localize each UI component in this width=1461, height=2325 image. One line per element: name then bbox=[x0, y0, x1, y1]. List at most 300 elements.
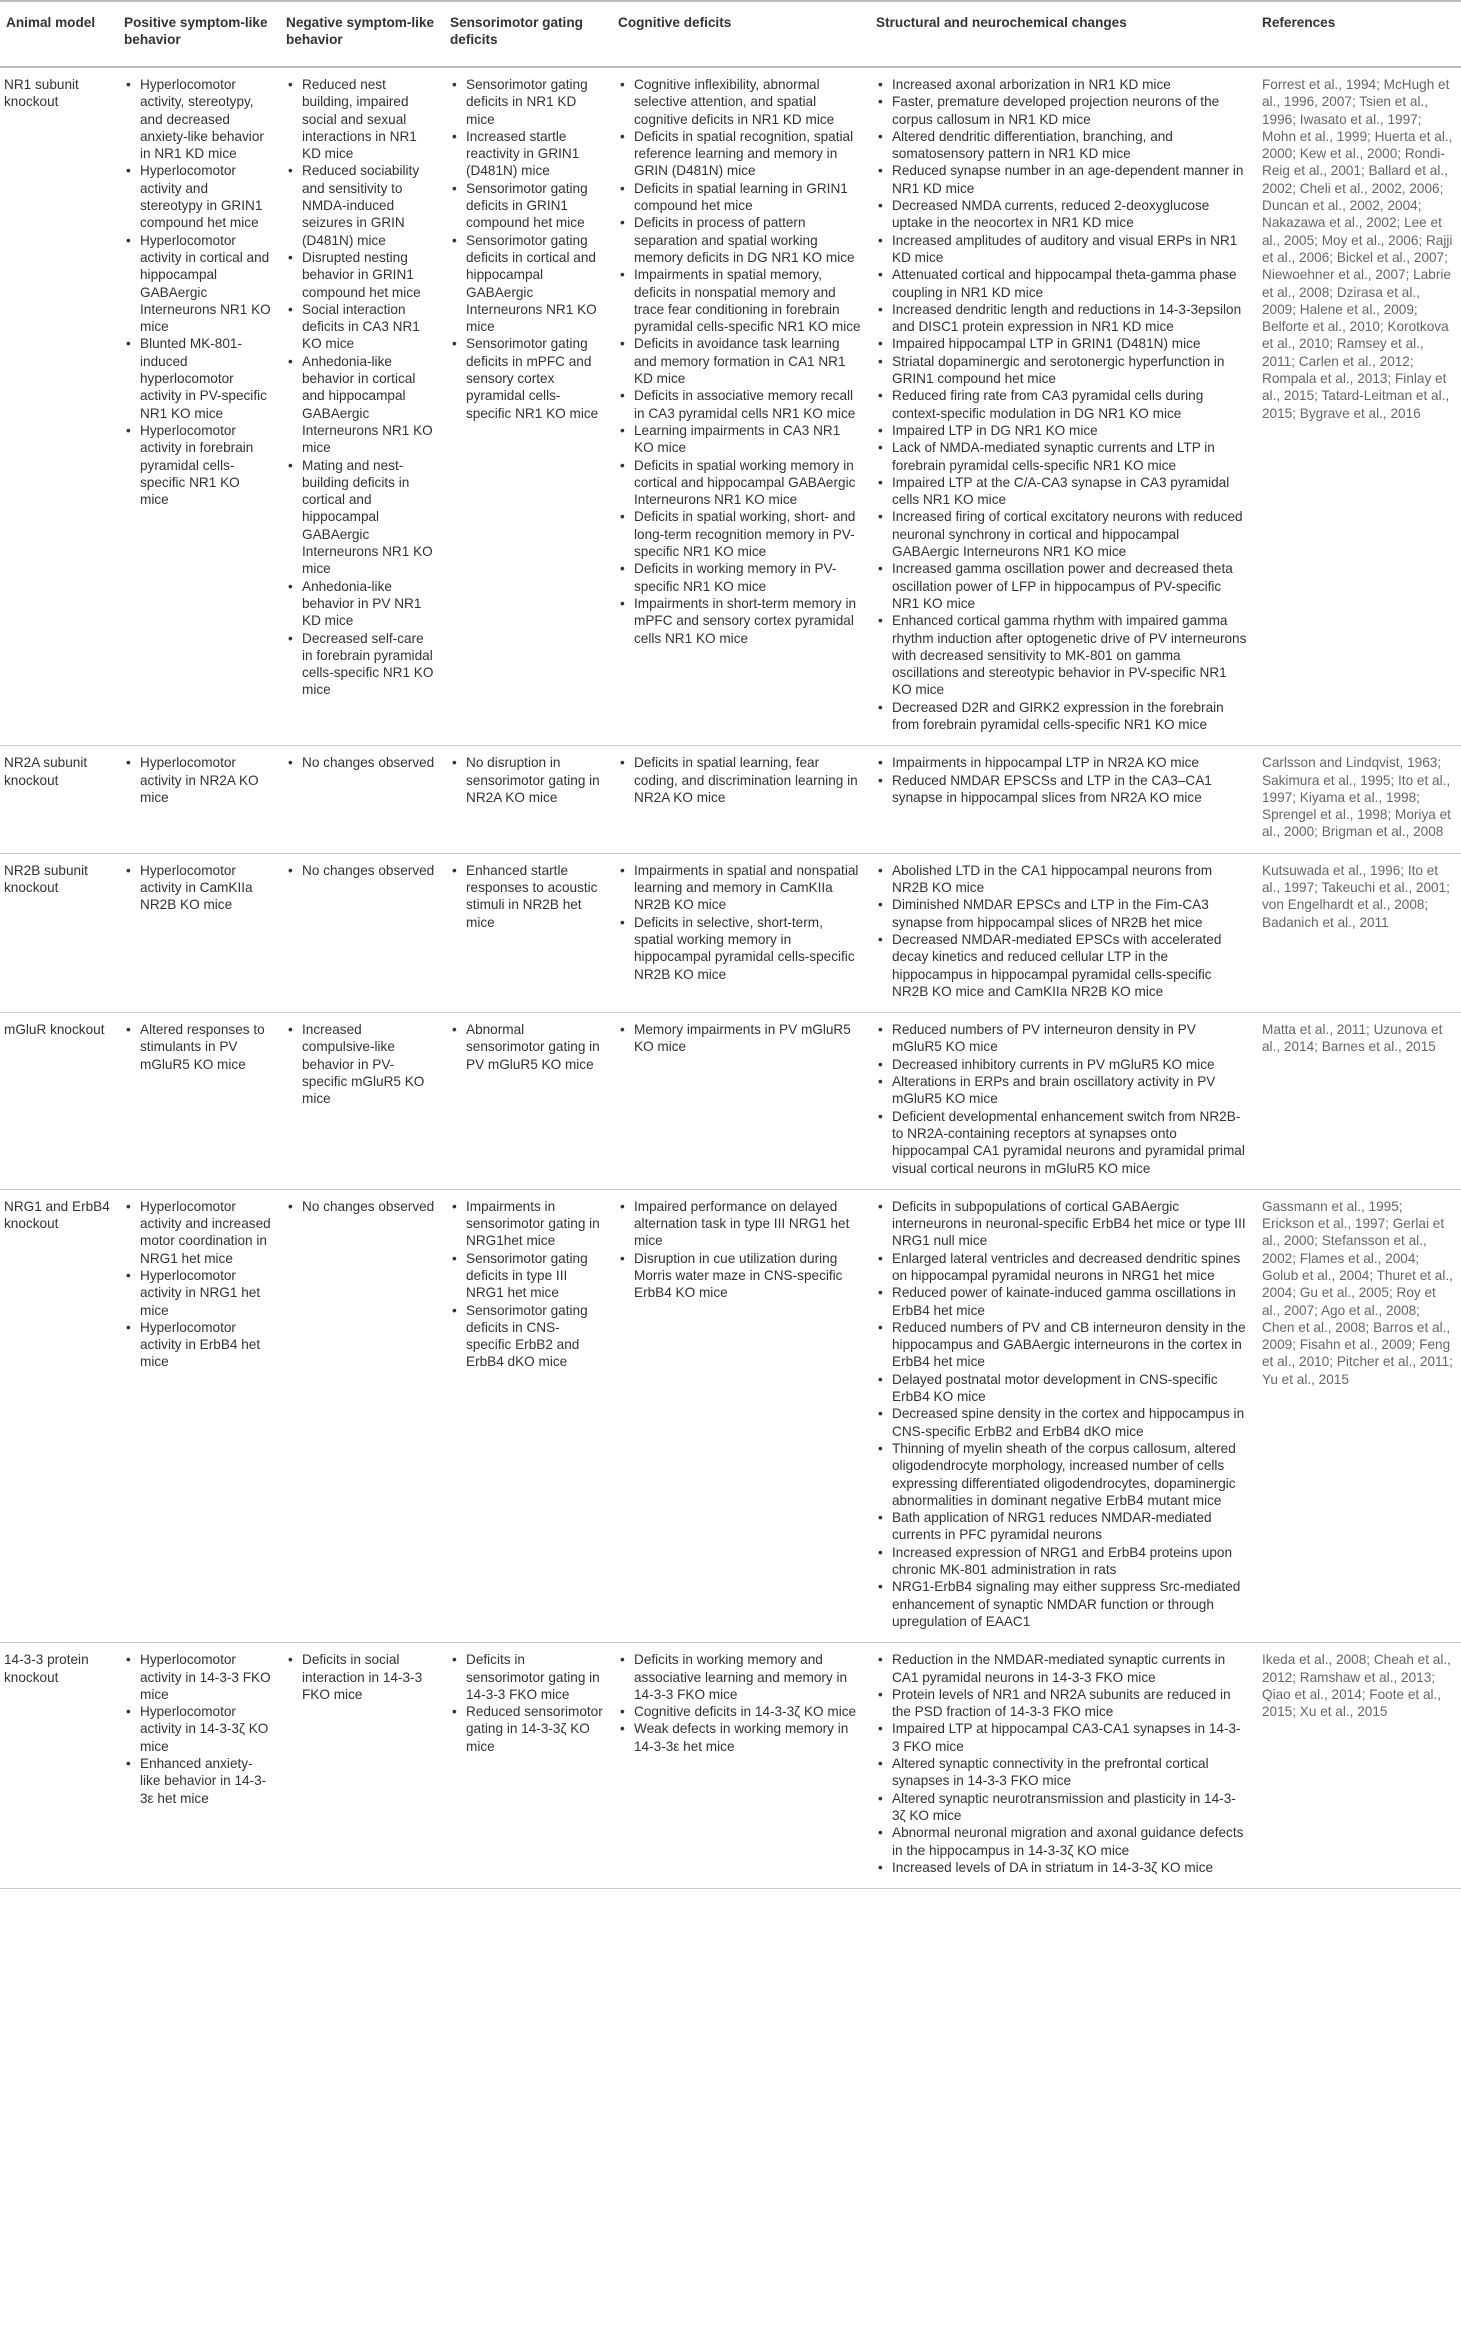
bullet-item bbox=[876, 1021, 1248, 1056]
bullet-text: Sensorimotor gating deficits in NR1 KD mice bbox=[466, 77, 588, 127]
bullet-text: Enhanced anxiety-like behavior in 14-3-3ε het mice bbox=[140, 1756, 267, 1806]
bullet-icon: • bbox=[878, 1198, 883, 1214]
cognitive-deficits-cell bbox=[612, 1189, 870, 1642]
header-animal-model: Animal model bbox=[0, 1, 118, 67]
bullet-item bbox=[876, 1651, 1248, 1686]
bullet-text: Altered dendritic differentiation, branching, and somatosensory pattern in NR1 KD mice bbox=[892, 128, 1173, 162]
bullet-icon: • bbox=[878, 1022, 883, 1038]
bullet-icon: • bbox=[288, 301, 293, 317]
bullet-item bbox=[876, 128, 1248, 163]
bullet-item bbox=[876, 474, 1248, 509]
cognitive-deficits-cell bbox=[612, 746, 870, 853]
bullet-icon: • bbox=[620, 595, 625, 611]
bullet-item bbox=[618, 128, 862, 180]
bullet-item bbox=[618, 1198, 862, 1250]
bullet-item bbox=[124, 1651, 272, 1703]
negative-symptom-cell bbox=[280, 1643, 444, 1889]
bullet-text: Hyperlocomotor activity in NRG1 het mice bbox=[140, 1268, 261, 1318]
references-cell: Ikeda et al., 2008; Cheah et al., 2012; Ramshaw et al., 2013; Qiao et al., 2014; Foote et al., 2015; Xu et al., 2015 bbox=[1256, 1643, 1461, 1889]
sensorimotor-gating-cell bbox=[444, 1189, 612, 1642]
bullet-text: Thinning of myelin sheath of the corpus callosum, altered oligodendrocyte morphology, increased number of cells expressing differentiated oligodendrocytes, dopaminergic abnormalities in dominant negative ErbB4 mutant mice bbox=[892, 1440, 1236, 1508]
bullet-item bbox=[618, 1651, 862, 1703]
bullet-icon: • bbox=[452, 1652, 457, 1668]
bullet-item bbox=[876, 560, 1248, 612]
bullet-icon: • bbox=[452, 77, 457, 92]
bullet-icon: • bbox=[878, 77, 883, 92]
bullet-text: Impairments in spatial and nonspatial learning and memory in CamKIIa NR2B KO mice bbox=[634, 862, 859, 913]
table-row bbox=[0, 853, 1461, 1012]
bullet-text: Anhedonia-like behavior in cortical and hippocampal GABAergic Interneurons NR1 KO mice bbox=[302, 353, 433, 456]
negative-symptom-cell bbox=[280, 67, 444, 746]
bullet-text: Abnormal sensorimotor gating in PV mGluR5 KO mice bbox=[466, 1022, 600, 1072]
bullet-item bbox=[876, 772, 1248, 807]
references-cell: Matta et al., 2011; Uzunova et al., 2014; Barnes et al., 2015 bbox=[1256, 1013, 1461, 1190]
bullet-item bbox=[124, 422, 272, 508]
bullet-icon: • bbox=[878, 440, 883, 456]
bullet-text: Weak defects in working memory in 14-3-3ε het mice bbox=[634, 1721, 849, 1754]
bullet-icon: • bbox=[620, 336, 625, 352]
bullet-item bbox=[876, 1720, 1248, 1755]
bullet-text: Impaired LTP at hippocampal CA3-CA1 synapses in 14-3-3 FKO mice bbox=[892, 1721, 1241, 1754]
bullet-icon: • bbox=[620, 215, 625, 231]
bullet-item bbox=[618, 560, 862, 595]
bullet-item bbox=[450, 1021, 604, 1073]
bullet-icon: • bbox=[878, 1371, 883, 1387]
bullet-text: Deficits in spatial learning, fear coding, and discrimination learning in NR2A KO mice bbox=[634, 755, 858, 805]
bullet-item bbox=[124, 1198, 272, 1267]
bullet-item bbox=[124, 162, 272, 231]
table-row bbox=[0, 1013, 1461, 1190]
bullet-text: Increased startle reactivity in GRIN1 (D481N) mice bbox=[466, 128, 580, 179]
bullet-item bbox=[876, 93, 1248, 128]
bullet-icon: • bbox=[288, 249, 293, 265]
bullet-text: Memory impairments in PV mGluR5 KO mice bbox=[634, 1022, 851, 1055]
bullet-item bbox=[618, 1720, 862, 1755]
bullet-text: Enhanced startle responses to acoustic stimuli in NR2B het mice bbox=[466, 862, 598, 930]
bullet-icon: • bbox=[878, 1074, 883, 1090]
bullet-text: Deficits in associative memory recall in CA3 pyramidal cells NR1 KO mice bbox=[634, 388, 856, 421]
bullet-list bbox=[450, 1021, 604, 1073]
bullet-icon: • bbox=[620, 914, 625, 930]
bullet-item bbox=[876, 896, 1248, 931]
bullet-icon: • bbox=[288, 1022, 293, 1038]
bullet-item bbox=[876, 1440, 1248, 1509]
bullet-text: Deficits in sensorimotor gating in 14-3-3 FKO mice bbox=[466, 1652, 600, 1702]
references-cell: Gassmann et al., 1995; Erickson et al., 1997; Gerlai et al., 2000; Stefansson et al., 2002; Flames et al., 2004; Golub et al., 2004; Thuret et al., 2004; Gu et al., 2005; Roy et al., 2007; Ago et al., 2008; Chen et al., 2008; Barros et al., 2009; Fisahn et al., 2009; Feng et al., 2010; Pitcher et al., 2011; Yu et al., 2015 bbox=[1256, 1189, 1461, 1642]
bullet-item bbox=[876, 422, 1248, 439]
bullet-icon: • bbox=[126, 862, 131, 878]
animal-model-cell: NR2B subunit knockout bbox=[0, 853, 118, 1012]
bullet-list bbox=[124, 1198, 272, 1371]
sensorimotor-gating-cell bbox=[444, 1013, 612, 1190]
bullet-item bbox=[450, 1651, 604, 1703]
bullet-icon: • bbox=[878, 128, 883, 144]
bullet-icon: • bbox=[878, 1056, 883, 1072]
bullet-list bbox=[286, 862, 436, 879]
header-positive: Positive symptom-like behavior bbox=[118, 1, 280, 67]
bullet-text: Sensorimotor gating deficits in mPFC and sensory cortex pyramidal cells-specific NR1 KO mice bbox=[466, 336, 599, 421]
bullet-icon: • bbox=[126, 1704, 131, 1720]
bullet-icon: • bbox=[126, 232, 131, 248]
bullet-item bbox=[124, 76, 272, 162]
header-cognitive: Cognitive deficits bbox=[612, 1, 870, 67]
bullet-text: Enhanced cortical gamma rhythm with impaired gamma rhythm induction after optogenetic drive of PV interneurons with decreased sensitivity to MK-801 on gamma oscillations and stereotypic behavior in PV-specific NR1 KO mice bbox=[892, 613, 1247, 698]
bullet-icon: • bbox=[878, 267, 883, 283]
bullet-text: Disrupted nesting behavior in GRIN1 compound het mice bbox=[302, 249, 421, 300]
bullet-icon: • bbox=[288, 862, 293, 878]
bullet-icon: • bbox=[452, 128, 457, 144]
bullet-item bbox=[618, 508, 862, 560]
bullet-item bbox=[876, 754, 1248, 771]
bullet-item bbox=[876, 1371, 1248, 1406]
bullet-icon: • bbox=[878, 699, 883, 715]
bullet-item bbox=[450, 1198, 604, 1250]
bullet-item bbox=[450, 128, 604, 180]
bullet-item bbox=[124, 232, 272, 336]
bullet-item bbox=[450, 1250, 604, 1302]
bullet-text: Increased gamma oscillation power and decreased theta oscillation power of LFP in hippocampus of PV-specific NR1 KO mice bbox=[892, 561, 1233, 611]
bullet-list bbox=[286, 1198, 436, 1215]
bullet-text: Deficits in working memory and associative learning and memory in 14-3-3 FKO mice bbox=[634, 1652, 848, 1702]
bullet-item bbox=[876, 1250, 1248, 1285]
bullet-text: No changes observed bbox=[302, 1198, 435, 1214]
bullet-icon: • bbox=[878, 388, 883, 404]
bullet-text: Increased compulsive-like behavior in PV-specific mGluR5 KO mice bbox=[302, 1022, 425, 1107]
bullet-icon: • bbox=[620, 561, 625, 577]
animal-model-cell: 14-3-3 protein knockout bbox=[0, 1643, 118, 1889]
bullet-text: No disruption in sensorimotor gating in NR2A KO mice bbox=[466, 755, 600, 805]
bullet-text: Disruption in cue utilization during Morris water maze in CNS-specific ErbB4 KO mice bbox=[634, 1250, 843, 1301]
bullet-item bbox=[876, 1755, 1248, 1790]
bullet-text: Sensorimotor gating deficits in GRIN1 compound het mice bbox=[466, 180, 588, 231]
bullet-item bbox=[876, 1108, 1248, 1177]
bullet-item bbox=[876, 1790, 1248, 1825]
bullet-icon: • bbox=[288, 163, 293, 179]
bullet-icon: • bbox=[878, 561, 883, 577]
bullet-text: Impairments in short-term memory in mPFC and sensory cortex pyramidal cells NR1 KO mice bbox=[634, 595, 857, 646]
bullet-icon: • bbox=[452, 1022, 457, 1038]
structural-changes-cell bbox=[870, 746, 1256, 853]
bullet-item bbox=[124, 1319, 272, 1371]
bullet-text: Blunted MK-801-induced hyperlocomotor activity in PV-specific NR1 KO mice bbox=[140, 336, 267, 421]
bullet-text: Impaired performance on delayed alternation task in type III NRG1 het mice bbox=[634, 1198, 850, 1249]
bullet-item bbox=[618, 754, 862, 806]
animal-model-cell: mGluR knockout bbox=[0, 1013, 118, 1190]
header-gating: Sensorimotor gating deficits bbox=[444, 1, 612, 67]
bullet-icon: • bbox=[878, 1790, 883, 1806]
bullet-text: Abolished LTD in the CA1 hippocampal neurons from NR2B KO mice bbox=[892, 862, 1213, 896]
bullet-text: Deficits in avoidance task learning and memory formation in CA1 NR1 KD mice bbox=[634, 336, 846, 387]
bullet-icon: • bbox=[288, 457, 293, 473]
bullet-icon: • bbox=[620, 422, 625, 438]
bullet-item bbox=[450, 862, 604, 931]
bullet-item bbox=[876, 76, 1248, 93]
bullet-icon: • bbox=[878, 1825, 883, 1841]
bullet-icon: • bbox=[288, 630, 293, 646]
bullet-icon: • bbox=[878, 509, 883, 525]
bullet-text: Increased amplitudes of auditory and visual ERPs in NR1 KD mice bbox=[892, 232, 1238, 265]
bullet-text: Reduced numbers of PV interneuron density in PV mGluR5 KO mice bbox=[892, 1022, 1196, 1055]
bullet-icon: • bbox=[878, 1544, 883, 1560]
bullet-icon: • bbox=[878, 613, 883, 629]
bullet-icon: • bbox=[126, 1268, 131, 1283]
bullet-item bbox=[876, 266, 1248, 301]
bullet-text: Deficits in subpopulations of cortical GABAergic interneurons in neuronal-specific ErbB4 het mice or type III NRG1 null mice bbox=[892, 1198, 1246, 1249]
bullet-text: Increased levels of DA in striatum in 14-3-3ζ KO mice bbox=[892, 1859, 1214, 1875]
bullet-item bbox=[876, 1284, 1248, 1319]
bullet-item bbox=[618, 214, 862, 266]
bullet-item bbox=[450, 754, 604, 806]
bullet-icon: • bbox=[126, 336, 131, 352]
bullet-text: Sensorimotor gating deficits in CNS-specific ErbB2 and ErbB4 dKO mice bbox=[466, 1302, 588, 1370]
bullet-icon: • bbox=[878, 1108, 883, 1124]
bullet-icon: • bbox=[878, 1285, 883, 1301]
bullet-icon: • bbox=[878, 301, 883, 317]
bullet-icon: • bbox=[620, 77, 625, 92]
bullet-icon: • bbox=[878, 1721, 883, 1737]
references-cell: Forrest et al., 1994; McHugh et al., 1996, 2007; Tsien et al., 1996; Iwasato et al., 1997; Mohn et al., 1999; Huerta et al., 2000; Kew et al., 2000; Rondi-Reig et al., 2001; Ballard et al., 2002; Cheli et al., 2002, 2006; Duncan et al., 2002, 2004; Nakazawa et al., 2002; Lee et al., 2005; Moy et al., 2006; Rajji et al., 2006; Bickel et al., 2007; Niewoehner et al., 2007; Labrie et al., 2008; Dzirasa et al., 2009; Halene et al., 2009; Belforte et al., 2010; Korotkova et al., 2010; Ramsey et al., 2011; Carlen et al., 2012; Rompala et al., 2013; Finlay et al., 2015; Tatard-Leitman et al., 2015; Bygrave et al., 2016 bbox=[1256, 67, 1461, 746]
table-body bbox=[0, 67, 1461, 1889]
bullet-item bbox=[876, 1824, 1248, 1859]
cognitive-deficits-cell bbox=[612, 853, 870, 1012]
sensorimotor-gating-cell bbox=[444, 853, 612, 1012]
bullet-list bbox=[124, 1021, 272, 1073]
bullet-text: Reduced numbers of PV and CB interneuron density in the hippocampus and GABAergic interneurons in the cortex in ErbB4 het mice bbox=[892, 1319, 1246, 1370]
bullet-item bbox=[124, 754, 272, 806]
bullet-icon: • bbox=[878, 931, 883, 947]
bullet-icon: • bbox=[878, 755, 883, 771]
bullet-item bbox=[876, 1544, 1248, 1579]
bullet-item bbox=[618, 862, 862, 914]
bullet-text: Faster, premature developed projection neurons of the corpus callosum in NR1 KD mice bbox=[892, 94, 1220, 127]
bullet-icon: • bbox=[878, 353, 883, 369]
bullet-icon: • bbox=[126, 1652, 131, 1668]
bullet-icon: • bbox=[288, 755, 293, 771]
bullet-text: Hyperlocomotor activity in cortical and hippocampal GABAergic Interneurons NR1 KO mice bbox=[140, 232, 271, 335]
bullet-text: Anhedonia-like behavior in PV NR1 KD mice bbox=[302, 578, 422, 629]
bullet-icon: • bbox=[620, 862, 625, 878]
bullet-text: Cognitive inflexibility, abnormal selective attention, and spatial cognitive deficits in NR1 KD mice bbox=[634, 77, 835, 127]
bullet-text: Deficits in selective, short-term, spatial working memory in hippocampal pyramidal cells-specific NR2B KO mice bbox=[634, 914, 855, 982]
bullet-list bbox=[876, 1198, 1248, 1630]
bullet-list bbox=[876, 1651, 1248, 1876]
bullet-text: Impaired hippocampal LTP in GRIN1 (D481N) mice bbox=[892, 336, 1201, 352]
bullet-icon: • bbox=[878, 232, 883, 248]
references-cell: Kutsuwada et al., 1996; Ito et al., 1997; Takeuchi et al., 2001; von Engelhardt et al., 2008; Badanich et al., 2011 bbox=[1256, 853, 1461, 1012]
bullet-icon: • bbox=[878, 1859, 883, 1875]
table-row bbox=[0, 1643, 1461, 1889]
bullet-item bbox=[876, 612, 1248, 698]
bullet-icon: • bbox=[288, 1652, 293, 1668]
bullet-icon: • bbox=[878, 474, 883, 490]
bullet-item bbox=[876, 162, 1248, 197]
bullet-icon: • bbox=[620, 509, 625, 525]
bullet-text: Abnormal neuronal migration and axonal guidance defects in the hippocampus in 14-3-3ζ KO mice bbox=[892, 1825, 1244, 1858]
bullet-text: Hyperlocomotor activity and stereotypy in GRIN1 compound het mice bbox=[140, 163, 263, 231]
bullet-item bbox=[876, 1198, 1248, 1250]
bullet-text: Reduced sociability and sensitivity to NMDA-induced seizures in GRIN (D481N) mice bbox=[302, 163, 420, 248]
bullet-list bbox=[450, 76, 604, 422]
bullet-item bbox=[618, 266, 862, 335]
bullet-item bbox=[618, 1250, 862, 1302]
bullet-item bbox=[618, 914, 862, 983]
bullet-icon: • bbox=[452, 1250, 457, 1266]
negative-symptom-cell bbox=[280, 746, 444, 853]
bullet-list bbox=[124, 862, 272, 914]
bullet-icon: • bbox=[452, 862, 457, 878]
bullet-icon: • bbox=[126, 1022, 131, 1038]
bullet-text: Impairments in hippocampal LTP in NR2A KO mice bbox=[892, 755, 1199, 771]
bullet-icon: • bbox=[452, 1302, 457, 1318]
negative-symptom-cell bbox=[280, 853, 444, 1012]
bullet-icon: • bbox=[878, 862, 883, 878]
bullet-list bbox=[450, 754, 604, 806]
bullet-text: Hyperlocomotor activity in NR2A KO mice bbox=[140, 755, 259, 805]
bullet-text: Altered synaptic connectivity in the prefrontal cortical synapses in 14-3-3 FKO mice bbox=[892, 1756, 1209, 1789]
bullet-list bbox=[286, 1021, 436, 1107]
bullet-icon: • bbox=[878, 1406, 883, 1422]
bullet-icon: • bbox=[878, 772, 883, 788]
bullet-text: Reduced sensorimotor gating in 14-3-3ζ KO mice bbox=[466, 1704, 603, 1754]
bullet-list bbox=[876, 862, 1248, 1000]
bullet-item bbox=[124, 862, 272, 914]
bullet-item bbox=[618, 180, 862, 215]
bullet-item bbox=[286, 862, 436, 879]
table-row bbox=[0, 67, 1461, 746]
bullet-icon: • bbox=[126, 1319, 131, 1335]
bullet-text: Social interaction deficits in CA3 NR1 KO mice bbox=[302, 301, 420, 352]
bullet-icon: • bbox=[288, 353, 293, 369]
bullet-icon: • bbox=[620, 1652, 625, 1668]
bullet-text: Reduced synapse number in an age-dependent manner in NR1 KD mice bbox=[892, 163, 1244, 196]
bullet-item bbox=[876, 699, 1248, 734]
bullet-item bbox=[876, 387, 1248, 422]
bullet-list bbox=[876, 76, 1248, 733]
bullet-item bbox=[876, 1405, 1248, 1440]
bullet-icon: • bbox=[126, 163, 131, 179]
bullet-icon: • bbox=[878, 897, 883, 913]
bullet-icon: • bbox=[878, 1686, 883, 1702]
bullet-item bbox=[618, 1021, 862, 1056]
bullet-item bbox=[450, 335, 604, 421]
bullet-icon: • bbox=[620, 1198, 625, 1214]
bullet-item bbox=[876, 1056, 1248, 1073]
bullet-icon: • bbox=[126, 755, 131, 771]
bullet-item bbox=[450, 232, 604, 336]
negative-symptom-cell bbox=[280, 1189, 444, 1642]
structural-changes-cell bbox=[870, 1643, 1256, 1889]
bullet-item bbox=[876, 197, 1248, 232]
bullet-icon: • bbox=[878, 198, 883, 214]
animal-model-cell: NR1 subunit knockout bbox=[0, 67, 118, 746]
bullet-icon: • bbox=[878, 1756, 883, 1772]
bullet-text: Deficient developmental enhancement switch from NR2B- to NR2A-containing receptors at synapses onto hippocampal CA1 pyramidal neurons and pyramidal primal visual cortical neurons in mGluR5 KO mice bbox=[892, 1108, 1245, 1176]
bullet-text: Attenuated cortical and hippocampal theta-gamma phase coupling in NR1 KD mice bbox=[892, 267, 1237, 300]
bullet-text: Hyperlocomotor activity in forebrain pyramidal cells-specific NR1 KO mice bbox=[140, 422, 254, 508]
bullet-item bbox=[618, 1703, 862, 1720]
bullet-item bbox=[124, 1267, 272, 1319]
bullet-icon: • bbox=[452, 1198, 457, 1214]
bullet-text: Reduced NMDAR EPSCSs and LTP in the CA3–CA1 synapse in hippocampal slices from NR2A KO mice bbox=[892, 772, 1212, 805]
bullet-text: Increased firing of cortical excitatory neurons with reduced neuronal synchrony in cortical and hippocampal GABAergic Interneurons NR1 KO mice bbox=[892, 509, 1243, 560]
bullet-text: Decreased spine density in the cortex and hippocampus in CNS-specific ErbB2 and ErbB4 dKO mice bbox=[892, 1406, 1245, 1439]
bullet-icon: • bbox=[878, 1579, 883, 1595]
bullet-item bbox=[286, 353, 436, 457]
bullet-icon: • bbox=[620, 457, 625, 473]
bullet-item bbox=[876, 508, 1248, 560]
bullet-list bbox=[124, 76, 272, 508]
bullet-text: Hyperlocomotor activity in CamKIIa NR2B KO mice bbox=[140, 862, 253, 913]
bullet-item bbox=[124, 335, 272, 421]
bullet-text: NRG1-ErbB4 signaling may either suppress Src-mediated enhancement of synaptic NMDAR function or through upregulation of EAAC1 bbox=[892, 1579, 1241, 1629]
bullet-icon: • bbox=[620, 388, 625, 404]
sensorimotor-gating-cell bbox=[444, 746, 612, 853]
bullet-item bbox=[618, 595, 862, 647]
header-negative: Negative symptom-like behavior bbox=[280, 1, 444, 67]
bullet-item bbox=[450, 76, 604, 128]
bullet-item bbox=[618, 387, 862, 422]
positive-symptom-cell bbox=[118, 853, 280, 1012]
bullet-list bbox=[618, 1651, 862, 1755]
bullet-item bbox=[618, 457, 862, 509]
bullet-item bbox=[286, 1198, 436, 1215]
bullet-text: Decreased self-care in forebrain pyramidal cells-specific NR1 KO mice bbox=[302, 630, 434, 698]
table-row bbox=[0, 1189, 1461, 1642]
bullet-icon: • bbox=[620, 1721, 625, 1737]
bullet-list bbox=[618, 1198, 862, 1302]
bullet-text: Decreased D2R and GIRK2 expression in the forebrain from forebrain pyramidal cells-specific NR1 KO mice bbox=[892, 699, 1224, 732]
bullet-item bbox=[876, 931, 1248, 1000]
bullet-text: Bath application of NRG1 reduces NMDAR-mediated currents in PFC pyramidal neurons bbox=[892, 1510, 1212, 1543]
bullet-item bbox=[286, 76, 436, 162]
bullet-item bbox=[876, 1859, 1248, 1876]
header-row bbox=[0, 1, 1461, 67]
bullet-icon: • bbox=[878, 336, 883, 352]
bullet-icon: • bbox=[126, 77, 131, 92]
bullet-text: Reduced power of kainate-induced gamma oscillations in ErbB4 het mice bbox=[892, 1285, 1236, 1318]
bullet-text: Altered synaptic neurotransmission and plasticity in 14-3-3ζ KO mice bbox=[892, 1790, 1236, 1823]
structural-changes-cell bbox=[870, 1013, 1256, 1190]
bullet-list bbox=[618, 754, 862, 806]
bullet-icon: • bbox=[452, 180, 457, 196]
bullet-icon: • bbox=[878, 163, 883, 179]
bullet-text: Protein levels of NR1 and NR2A subunits are reduced in the PSD fraction of 14-3-3 FKO mice bbox=[892, 1686, 1231, 1720]
bullet-icon: • bbox=[878, 94, 883, 110]
bullet-item bbox=[876, 439, 1248, 474]
cognitive-deficits-cell bbox=[612, 1643, 870, 1889]
bullet-icon: • bbox=[878, 1440, 883, 1456]
bullet-item bbox=[286, 754, 436, 771]
bullet-icon: • bbox=[620, 1250, 625, 1266]
bullet-list bbox=[124, 754, 272, 806]
bullet-icon: • bbox=[878, 1250, 883, 1266]
bullet-icon: • bbox=[620, 1022, 625, 1038]
bullet-item bbox=[286, 301, 436, 353]
bullet-text: Decreased NMDA currents, reduced 2-deoxyglucose uptake in the neocortex in NR1 KD mice bbox=[892, 198, 1210, 231]
bullet-text: Impairments in sensorimotor gating in NRG1het mice bbox=[466, 1198, 600, 1249]
bullet-icon: • bbox=[620, 755, 625, 771]
bullet-item bbox=[618, 422, 862, 457]
bullet-item bbox=[618, 76, 862, 128]
bullet-text: Deficits in process of pattern separation and spatial working memory deficits in DG NR1 KO mice bbox=[634, 215, 855, 265]
bullet-item bbox=[286, 630, 436, 699]
bullet-text: Striatal dopaminergic and serotonergic hyperfunction in GRIN1 compound het mice bbox=[892, 353, 1225, 387]
bullet-icon: • bbox=[452, 336, 457, 352]
bullet-icon: • bbox=[878, 1510, 883, 1526]
bullet-text: Deficits in social interaction in 14-3-3 FKO mice bbox=[302, 1652, 423, 1702]
bullet-text: Sensorimotor gating deficits in cortical and hippocampal GABAergic Interneurons NR1 KO mice bbox=[466, 232, 597, 335]
bullet-item bbox=[286, 249, 436, 301]
